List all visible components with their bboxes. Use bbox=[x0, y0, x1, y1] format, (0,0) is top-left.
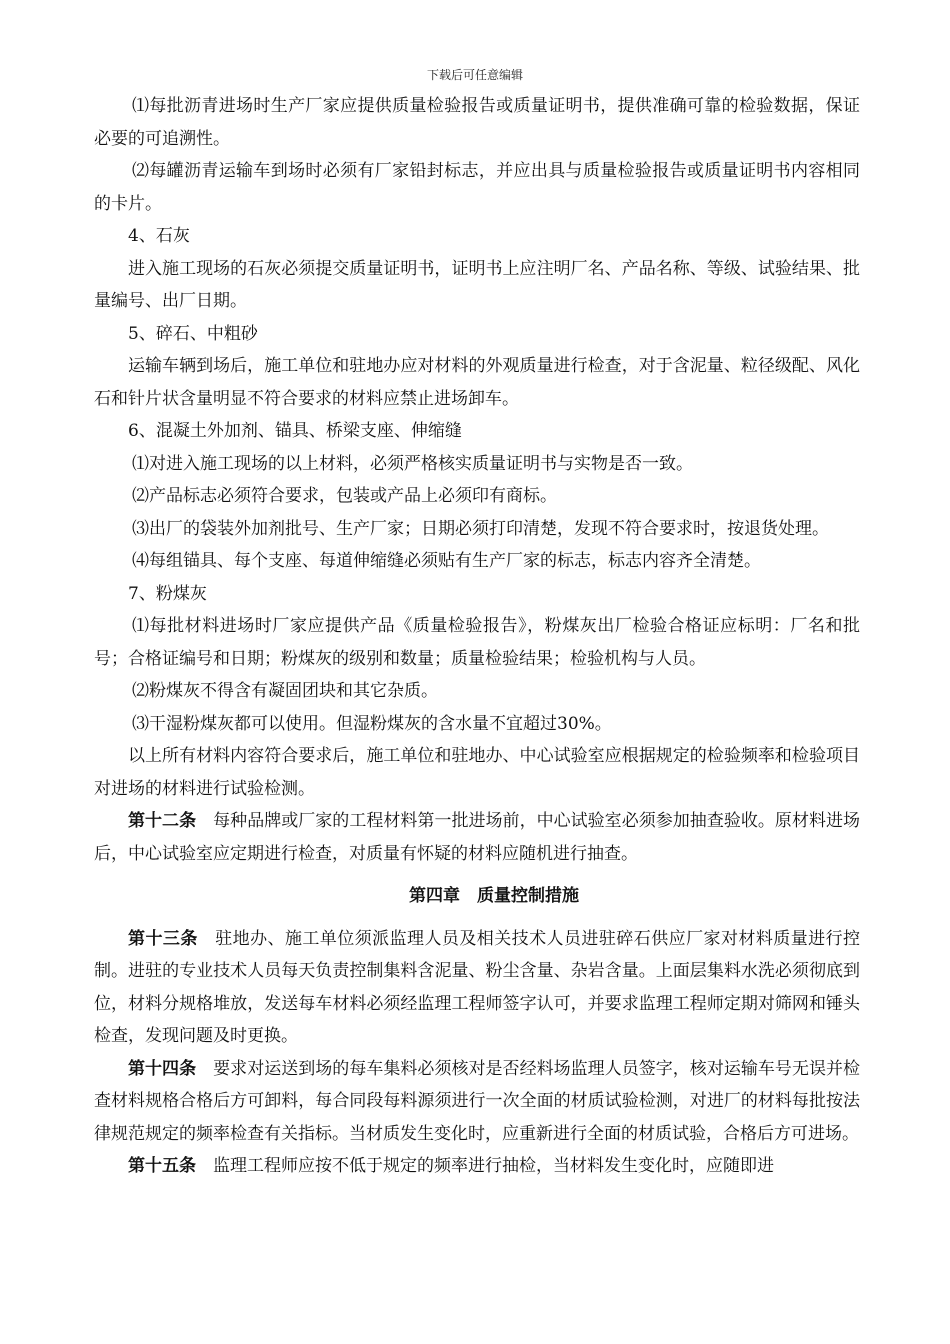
sub-item-paragraph: ⑴对进入施工现场的以上材料，必须严格核实质量证明书与实物是否一致。 bbox=[132, 453, 693, 474]
article-label: 第十五条 bbox=[128, 1156, 196, 1176]
body-paragraph: 4、石灰 bbox=[128, 226, 190, 246]
chapter-heading: 第四章 质量控制措施 bbox=[409, 886, 579, 906]
sub-item-paragraph: ⑶出厂的袋装外加剂批号、生产厂家；日期必须打印清楚，发现不符合要求时，按退货处理。 bbox=[132, 518, 829, 539]
document-body bbox=[94, 90, 860, 1183]
sub-item-paragraph: ⑵每罐沥青运输车到场时必须有厂家铅封标志，并应出具与质量检验报告或质量证明书内容相同的卡片。 bbox=[94, 161, 860, 214]
body-paragraph: 7、粉煤灰 bbox=[128, 583, 207, 604]
article-paragraph bbox=[94, 805, 860, 870]
body-paragraph: 进入施工现场的石灰必须提交质量证明书，证明书上应注明厂名、产品名称、等级、试验结果、批量编号、出厂日期。 bbox=[94, 258, 860, 311]
sub-item-paragraph: ⑷每组锚具、每个支座、每道伸缩缝必须贴有生产厂家的标志，标志内容齐全清楚。 bbox=[132, 551, 761, 571]
article-paragraph bbox=[94, 1150, 860, 1183]
page-header-note: 下载后可任意编辑 bbox=[426, 68, 523, 82]
article-label: 第十三条 bbox=[128, 928, 198, 949]
article-text: 驻地办、施工单位须派监理人员及相关技术人员进驻碎石供应厂家对材料质量进行控制。进驻的专业技术人员每天负责控制集料含泥量、粉尘含量、杂岩含量。上面层集料水洗必须彻底到位，材料分规格堆放，发送每车材料必须经监理工程师签字认可，并要求监理工程师定期对筛网和锤头检查，发现问题及时更换。 bbox=[94, 928, 861, 1046]
article-label: 第十四条 bbox=[128, 1058, 197, 1079]
article-text: 监理工程师应按不低于规定的频率进行抽检，当材料发生变化时，应随即进 bbox=[213, 1156, 774, 1176]
article-text: 要求对运送到场的每车集料必须核对是否经料场监理人员签字，核对运输车号无误并检查材料规格合格后方可卸料，每合同段每料源须进行一次全面的材质试验检测，对进厂的材料每批按法律规范规定的频率检查有关指标。当材质发生变化时，应重新进行全面的材质试验，合格后方可进场。 bbox=[94, 1058, 861, 1144]
body-paragraph: 以上所有材料内容符合要求后，施工单位和驻地办、中心试验室应根据规定的检验频率和检验项目对进场的材料进行试验检测。 bbox=[94, 746, 860, 799]
sub-item-paragraph: ⑶干湿粉煤灰都可以使用。但湿粉煤灰的含水量不宜超过30%。 bbox=[132, 713, 612, 734]
article-label: 第十二条 bbox=[128, 811, 197, 831]
article-text: 每种品牌或厂家的工程材料第一批进场前，中心试验室必须参加抽查验收。原材料进场后，中心试验室应定期进行检查，对质量有怀疑的材料应随机进行抽查。 bbox=[94, 811, 861, 864]
body-paragraph: 6、混凝土外加剂、锚具、桥梁支座、伸缩缝 bbox=[128, 421, 462, 441]
body-paragraph: 运输车辆到场后，施工单位和驻地办应对材料的外观质量进行检查，对于含泥量、粒径级配、风化石和针片状含量明显不符合要求的材料应禁止进场卸车。 bbox=[94, 356, 860, 409]
sub-item-paragraph: ⑵粉煤灰不得含有凝固团块和其它杂质。 bbox=[132, 681, 438, 701]
sub-item-paragraph: ⑵产品标志必须符合要求，包装或产品上必须印有商标。 bbox=[132, 486, 557, 506]
body-paragraph: 5、碎石、中粗砂 bbox=[128, 323, 258, 344]
sub-item-paragraph: ⑴每批材料进场时厂家应提供产品《质量检验报告》，粉煤灰出厂检验合格证应标明：厂名和批号；合格证编号和日期；粉煤灰的级别和数量；质量检验结果；检验机构与人员。 bbox=[94, 616, 860, 669]
article-paragraph bbox=[94, 923, 860, 1053]
article-paragraph bbox=[94, 1053, 860, 1151]
sub-item-paragraph: ⑴每批沥青进场时生产厂家应提供质量检验报告或质量证明书，提供准确可靠的检验数据，保证必要的可追溯性。 bbox=[94, 96, 860, 149]
